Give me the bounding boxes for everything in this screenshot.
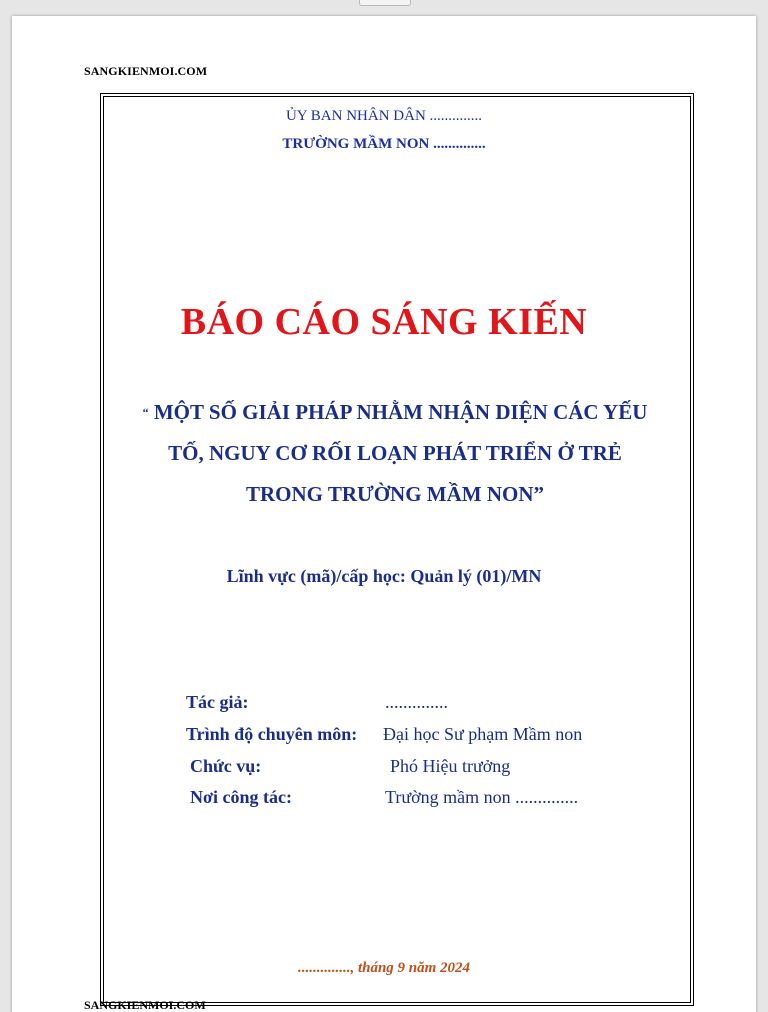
watermark-bottom: SANGKIENMOI.COM — [84, 998, 206, 1012]
author-label: Tác giả: — [186, 692, 249, 712]
viewer-toolbar-tab[interactable] — [359, 0, 411, 6]
workplace-value: Trường mầm non .............. — [385, 787, 579, 807]
position-value: Phó Hiệu trưởng — [390, 756, 511, 776]
subtitle-line-3: TRONG TRƯỜNG MẦM NON” — [245, 482, 545, 506]
cover-frame — [100, 93, 694, 1006]
committee-name: ỦY BAN NHÂN DÂN .............. — [285, 108, 483, 124]
author-value: .............. — [385, 692, 448, 712]
degree-value: Đại học Sư phạm Mầm non — [383, 724, 583, 744]
watermark-top: SANGKIENMOI.COM — [84, 64, 208, 78]
field-and-level: Lĩnh vực (mã)/cấp học: Quản lý (01)/MN — [226, 566, 542, 586]
report-title: BÁO CÁO SÁNG KIẾN — [180, 301, 588, 343]
workplace-label: Nơi công tác: — [190, 787, 292, 807]
position-label: Chức vụ: — [190, 756, 262, 776]
degree-label: Trình độ chuyên môn: — [186, 724, 358, 744]
subtitle-open-quote: “ — [142, 405, 149, 419]
school-name: TRƯỜNG MẦM NON .............. — [282, 136, 486, 152]
subtitle-line-1 — [110, 392, 680, 433]
subtitle-line-2: TỐ, NGUY CƠ RỐI LOẠN PHÁT TRIỂN Ở TRẺ — [168, 441, 622, 465]
report-subtitle — [110, 392, 680, 515]
subtitle-line-1-text: MỘT SỐ GIẢI PHÁP NHẰM NHẬN DIỆN CÁC YẾU — [148, 400, 648, 424]
place-and-date: .............., tháng 9 năm 2024 — [297, 960, 471, 976]
